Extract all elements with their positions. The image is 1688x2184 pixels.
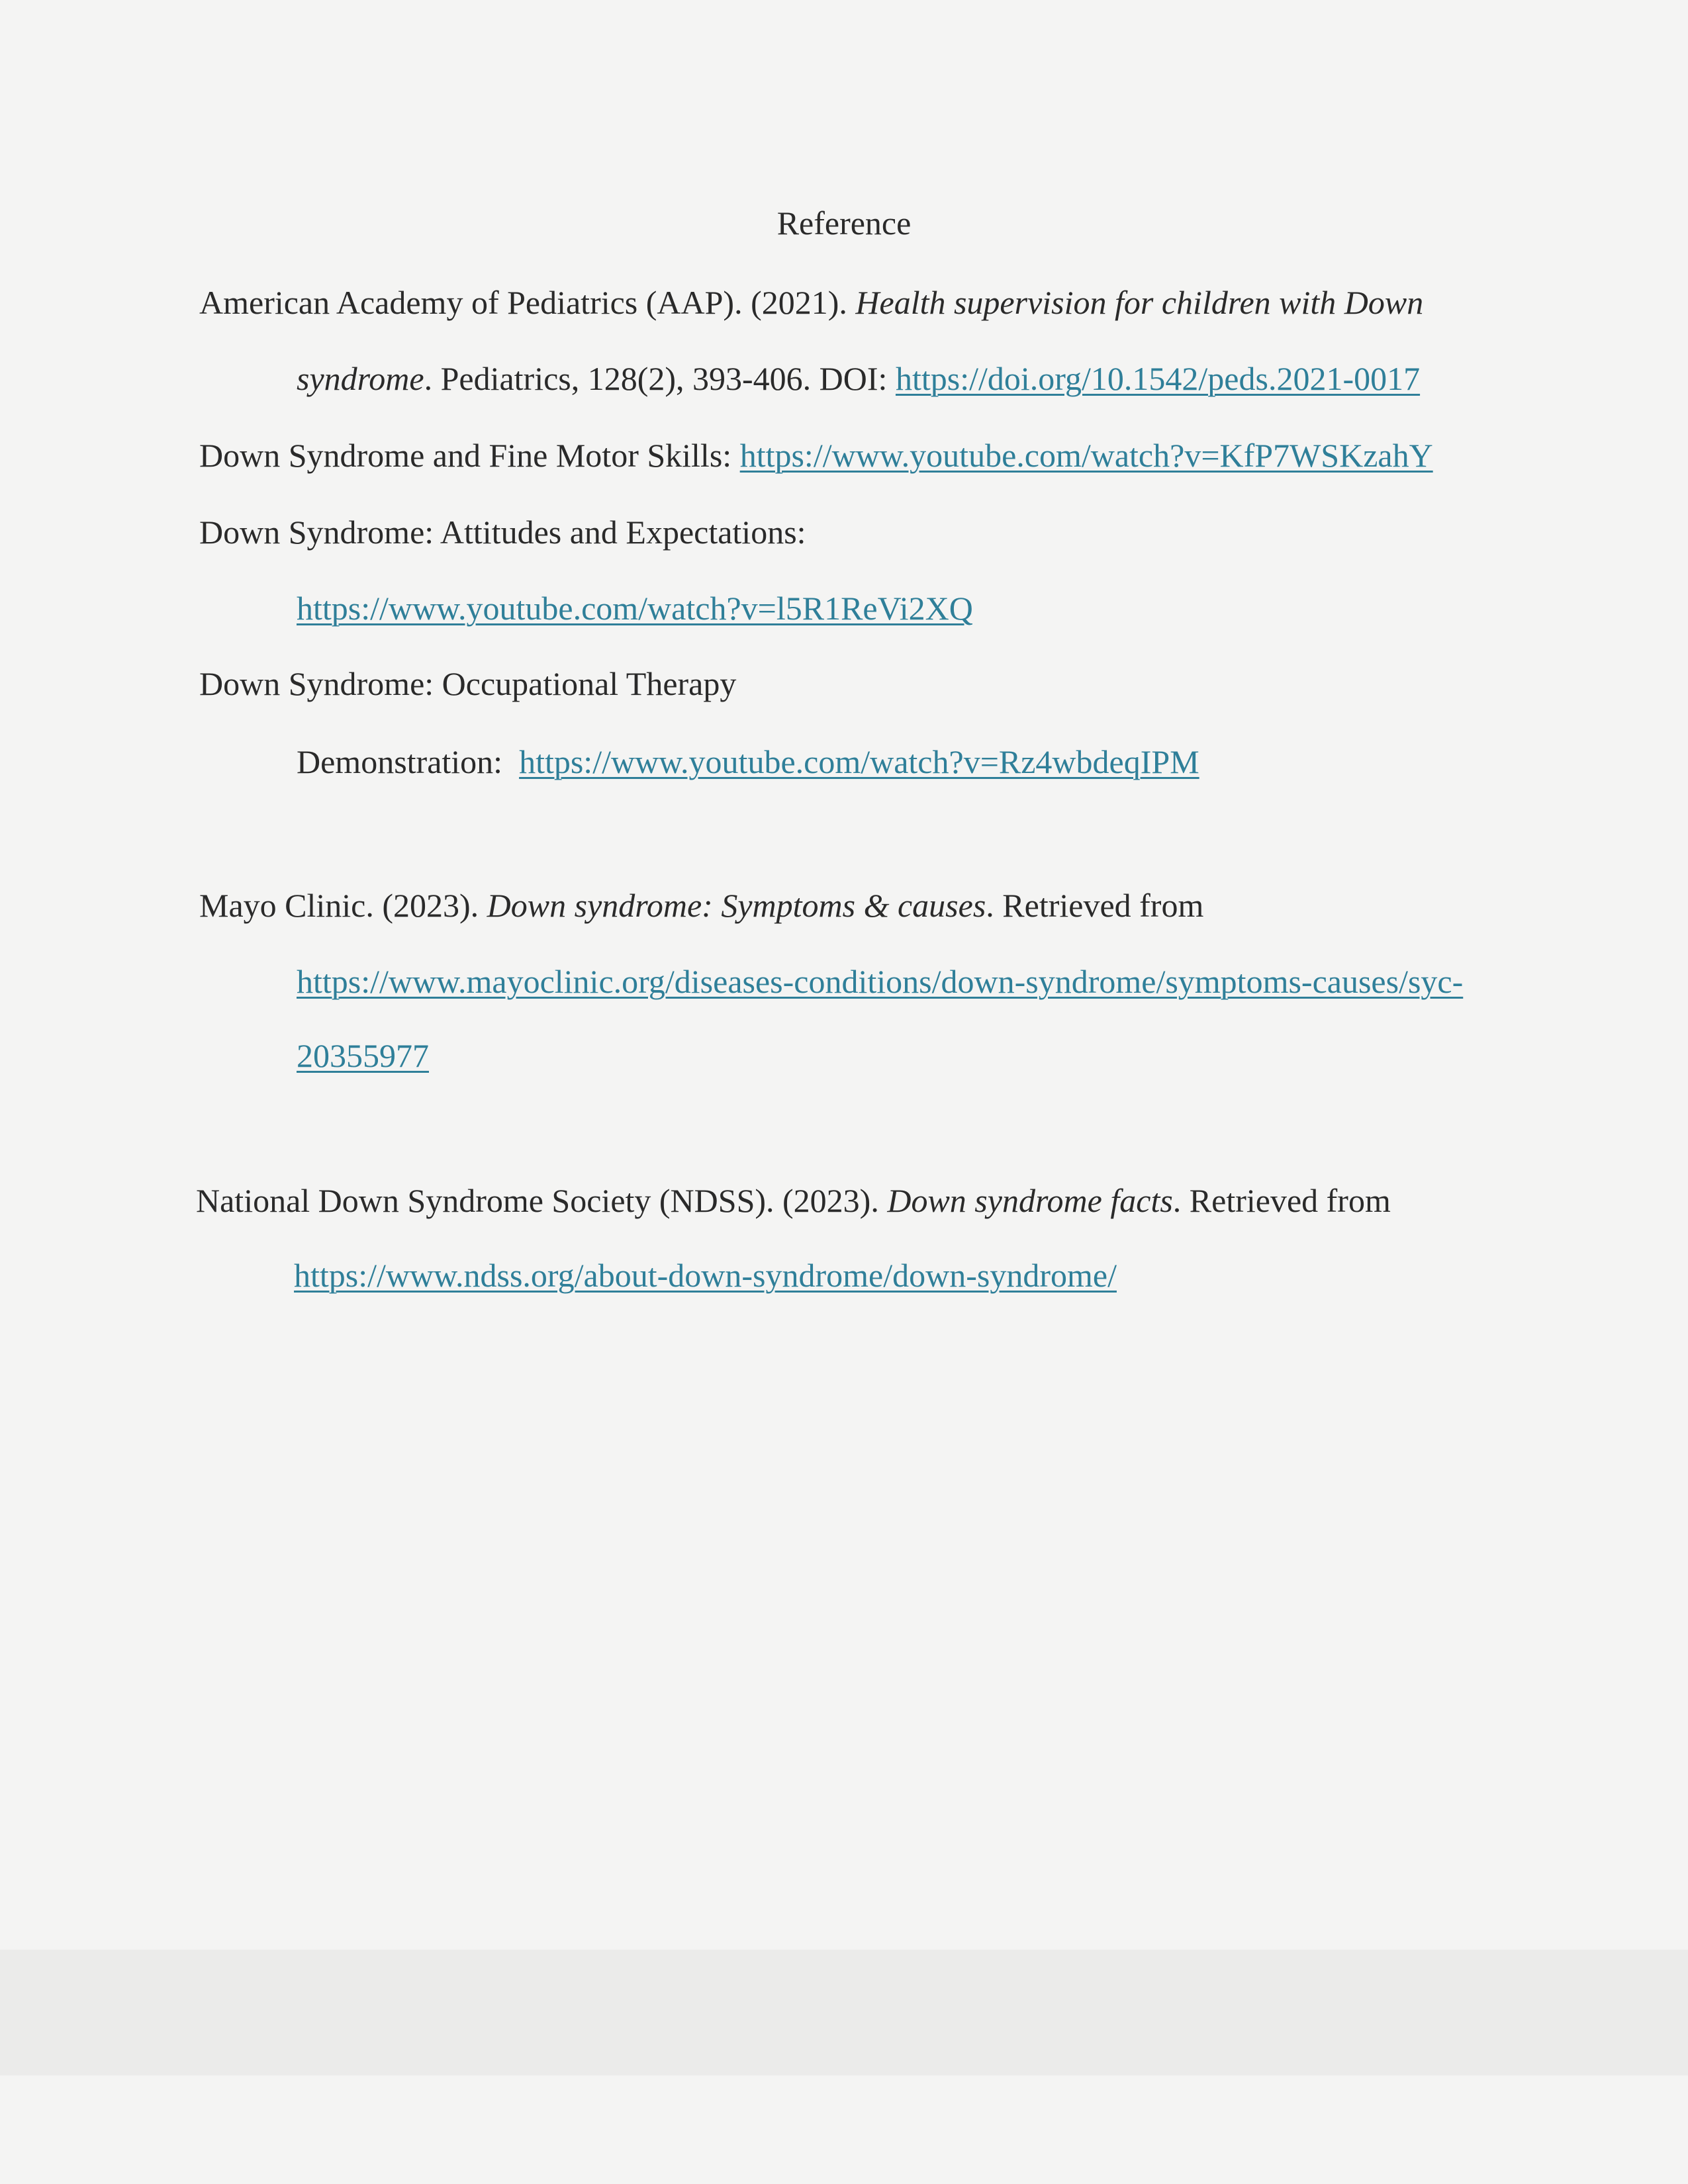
ref-label: Down Syndrome: Occupational Therapy bbox=[199, 665, 737, 702]
reference-attitudes-cont bbox=[297, 588, 973, 628]
ref-label: Down Syndrome and Fine Motor Skills: bbox=[199, 437, 740, 474]
reference-mayo-cont bbox=[297, 962, 1463, 1001]
ref-label: Down Syndrome: Attitudes and Expectations: bbox=[199, 514, 806, 551]
youtube-link[interactable]: https://www.youtube.com/watch?v=l5R1ReVi2XQ bbox=[297, 590, 973, 627]
ref-source: . Retrieved from bbox=[986, 887, 1204, 924]
ref-title: Health supervision for children with Down bbox=[855, 284, 1424, 321]
reference-fine-motor bbox=[199, 435, 1433, 475]
ndss-link[interactable]: https://www.ndss.org/about-down-syndrome/down-syndrome/ bbox=[294, 1257, 1117, 1294]
ref-source: . Pediatrics, 128(2), 393-406. DOI: bbox=[424, 360, 896, 397]
scan-shadow-band bbox=[0, 1950, 1688, 2075]
reference-aap-cont bbox=[297, 359, 1420, 398]
reference-ot-cont bbox=[297, 742, 1199, 782]
page-title: Reference bbox=[776, 205, 912, 242]
ref-title: syndrome bbox=[297, 360, 424, 397]
mayo-link[interactable]: https://www.mayoclinic.org/diseases-conditions/down-syndrome/symptoms-causes/syc- bbox=[297, 963, 1464, 1000]
youtube-link[interactable]: https://www.youtube.com/watch?v=KfP7WSKzahY bbox=[739, 437, 1433, 474]
youtube-link[interactable]: https://www.youtube.com/watch?v=Rz4wbdeqIPM bbox=[519, 743, 1199, 780]
ref-author: American Academy of Pediatrics (AAP). (2021). bbox=[199, 284, 856, 321]
doi-link[interactable]: https://doi.org/10.1542/peds.2021-0017 bbox=[895, 360, 1421, 397]
reference-ndss-cont bbox=[294, 1255, 1117, 1295]
ref-label: Demonstration: bbox=[297, 743, 520, 780]
reference-mayo bbox=[199, 886, 1203, 925]
reference-mayo-cont2 bbox=[297, 1036, 429, 1075]
ref-source: . Retrieved from bbox=[1172, 1182, 1391, 1219]
reference-aap bbox=[199, 283, 1423, 322]
reference-attitudes bbox=[199, 512, 806, 552]
ref-author: Mayo Clinic. (2023). bbox=[199, 887, 487, 924]
ref-title: Down syndrome facts bbox=[887, 1182, 1173, 1219]
reference-ot bbox=[199, 664, 736, 704]
ref-title: Down syndrome: Symptoms & causes bbox=[487, 887, 986, 924]
mayo-link-cont[interactable]: 20355977 bbox=[297, 1037, 429, 1074]
reference-ndss bbox=[196, 1181, 1391, 1220]
ref-author: National Down Syndrome Society (NDSS). (2023). bbox=[196, 1182, 888, 1219]
